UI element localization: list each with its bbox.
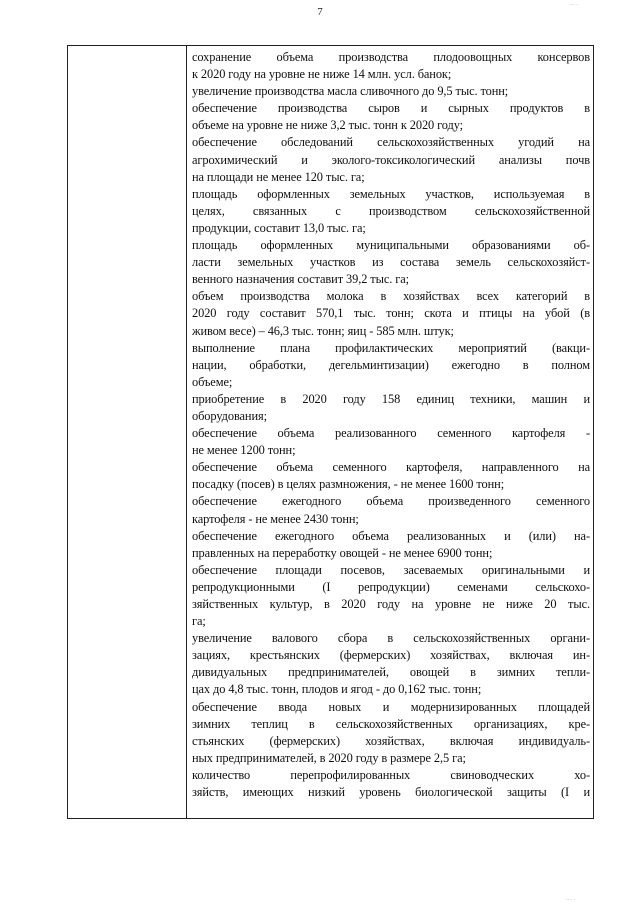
text-line: цах до 4,8 тыс. тонн, плодов и ягод - до 0,162 тыс. тонн; (192, 682, 482, 697)
text-line: обеспечение площади посевов, засеваемых оригинальными и (192, 562, 590, 577)
text-line: дивидуальных предпринимателей, овощей в зимних тепли- (192, 665, 590, 680)
text-line: обеспечение объема семенного картофеля, направленного на (192, 460, 590, 475)
text-line: нации, обработки, дегельминтизации) ежегодно в полном (192, 357, 590, 372)
text-line: обеспечение ввода новых и модернизированных площадей (192, 699, 590, 714)
text-line: правленных на переработку овощей - не менее 6900 тонн; (192, 545, 493, 560)
text-line: приобретение в 2020 году 158 единиц техники, машин и (192, 391, 590, 406)
text-line: агрохимический и эколого-токсикологический анализы почв (192, 152, 590, 167)
text-line: картофеля - не менее 2430 тонн; (192, 511, 359, 526)
text-line: площадь оформленных муниципальными образованиями об- (192, 238, 590, 253)
text-line: га; (192, 614, 206, 629)
text-line: обеспечение объема реализованного семенного картофеля - (192, 426, 590, 441)
text-line: 2020 году составит 570,1 тыс. тонн; скота и птицы на убой (в (192, 306, 590, 321)
text-line: площадь оформленных земельных участков, используемая в (192, 186, 590, 201)
scan-mark-top: ··· · (569, 2, 579, 9)
text-line: сохранение объема производства плодоовощных консервов (192, 50, 590, 64)
text-line: продукции, составит 13,0 тыс. га; (192, 220, 366, 235)
text-line: выполнение плана профилактических мероприятий (вакци- (192, 340, 590, 355)
table-left-column (68, 46, 187, 818)
text-line: на площади не менее 120 тыс. га; (192, 169, 365, 184)
text-line: объеме; (192, 374, 233, 389)
text-line: обеспечение обследований сельскохозяйственных угодий на (192, 135, 590, 150)
indicators-table (67, 45, 594, 819)
text-line: не менее 1200 тонн; (192, 443, 296, 458)
text-line: зациях, крестьянских (фермерских) хозяйствах, включая ин- (192, 648, 590, 663)
text-line: посадку (посев) в целях размножения, - не менее 1600 тонн; (192, 477, 505, 492)
text-line: к 2020 году на уровне не ниже 14 млн. усл. банок; (192, 67, 452, 82)
indicator-text (192, 49, 590, 801)
text-line: обеспечение ежегодного объема реализованных и (или) на- (192, 528, 590, 543)
text-line: стьянских (фермерских) хозяйствах, включая индивидуаль- (192, 733, 590, 748)
table-right-column (187, 46, 593, 818)
text-line: увеличение валового сбора в сельскохозяйственных органи- (192, 631, 590, 646)
text-line: объеме на уровне не ниже 3,2 тыс. тонн к 2020 году; (192, 118, 464, 133)
text-line: объем производства молока в хозяйствах всех категорий в (192, 289, 590, 304)
text-line: количество перепрофилированных свиноводческих хо- (192, 767, 590, 782)
page-number: 7 (317, 6, 323, 18)
text-line: оборудования; (192, 408, 267, 423)
text-line: обеспечение производства сыров и сырных продуктов в (192, 101, 590, 116)
text-line: венного назначения составит 39,2 тыс. га; (192, 272, 409, 287)
text-line: зимних теплиц в сельскохозяйственных организациях, кре- (192, 716, 590, 731)
text-line: целях, связанных с производством сельскохозяйственной (192, 203, 590, 218)
text-line: зяйственных культур, в 2020 году на уровне не ниже 20 тыс. (192, 597, 590, 611)
scan-mark-bottom: ··· · (566, 897, 576, 904)
text-line: обеспечение ежегодного объема произведенного семенного (192, 494, 590, 509)
text-line: увеличение производства масла сливочного до 9,5 тыс. тонн; (192, 84, 509, 99)
text-line: ных предпринимателей, в 2020 году в размере 2,5 га; (192, 750, 466, 765)
text-line: зяйств, имеющих низкий уровень биологической защиты (I и (192, 785, 590, 800)
text-line: ласти земельных участков из состава земель сельскохозяйст- (192, 255, 590, 270)
text-line: репродукционными (I репродукции) семенами сельскохо- (192, 579, 590, 594)
text-line: живом весе) – 46,3 тыс. тонн; яиц - 585 млн. штук; (192, 323, 454, 338)
